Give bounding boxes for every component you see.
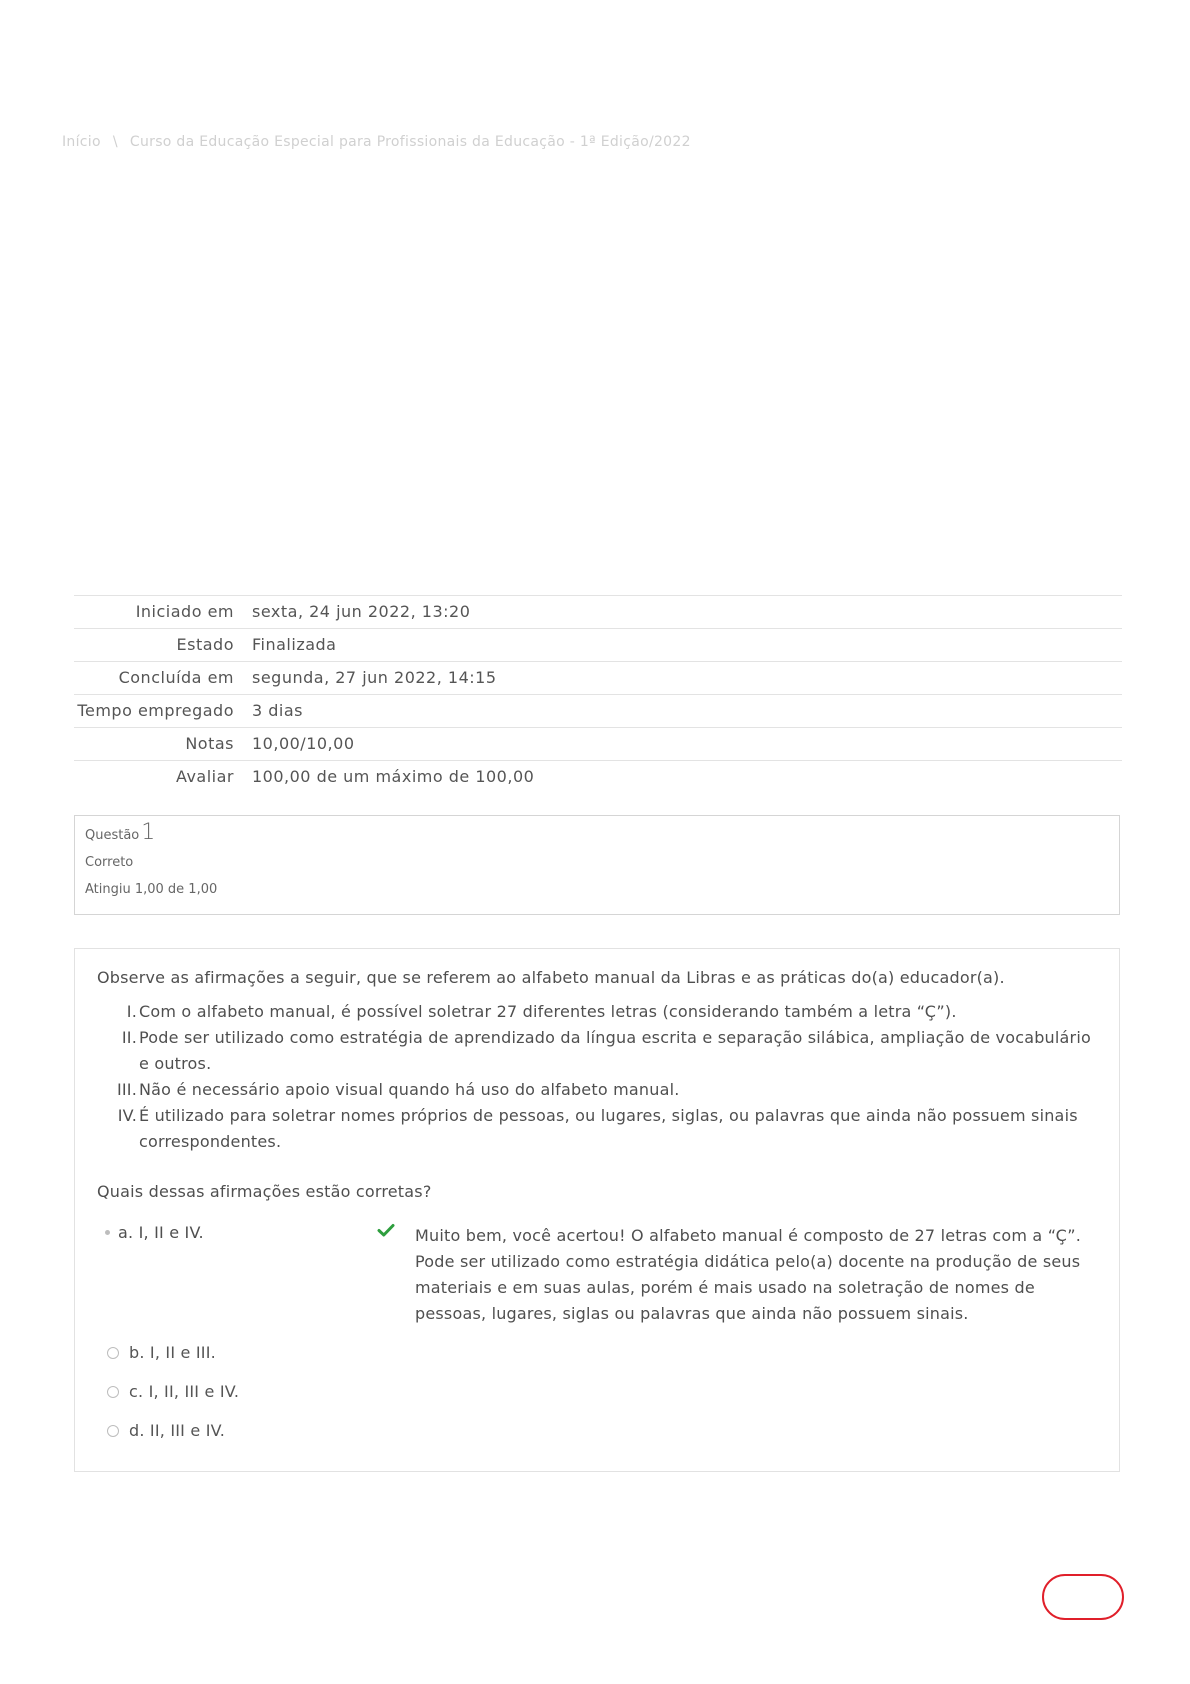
- summary-value: segunda, 27 jun 2022, 14:15: [252, 668, 497, 687]
- summary-row: [74, 596, 1122, 629]
- answer-option-b[interactable]: [107, 1343, 216, 1362]
- statement-number: II.: [121, 1028, 137, 1047]
- summary-label: Estado: [176, 635, 234, 654]
- statement-text: Não é necessário apoio visual quando há uso do alfabeto manual.: [139, 1080, 680, 1099]
- statement-number: IV.: [117, 1106, 137, 1125]
- radio-icon[interactable]: [107, 1386, 119, 1398]
- statement-number: III.: [116, 1080, 137, 1099]
- summary-value: 3 dias: [252, 701, 304, 720]
- question-content-box: [74, 948, 1120, 1472]
- question-grade: Atingiu 1,00 de 1,00: [85, 882, 218, 897]
- summary-row: [74, 761, 1122, 794]
- answer-option-d[interactable]: [107, 1421, 225, 1440]
- summary-row: [74, 662, 1122, 695]
- radio-icon[interactable]: [107, 1347, 119, 1359]
- breadcrumb-separator: \: [112, 134, 118, 150]
- summary-label: Avaliar: [175, 767, 234, 786]
- answer-option-a-label: a. I, II e IV.: [118, 1223, 204, 1242]
- answer-feedback: Muito bem, você acertou! O alfabeto manual é composto de 27 letras com a “Ç”. Pode ser utilizado como estratégia didática pelo(a) docente na produção de seus materiais e em suas aulas, porém é mais usado na soletração de nomes de pessoas, lugares, siglas ou palavras que ainda não possuem sinais.: [415, 1226, 1082, 1323]
- statement-item: [126, 999, 1097, 1025]
- answer-option-b-label: b. I, II e III.: [129, 1343, 216, 1362]
- breadcrumb-course-link[interactable]: Curso da Educação Especial para Profissionais da Educação - 1ª Edição/2022: [129, 134, 691, 150]
- summary-label: Concluída em: [118, 668, 234, 687]
- statement-item: [121, 1025, 1097, 1077]
- answer-option-c-label: c. I, II, III e IV.: [129, 1382, 240, 1401]
- statement-item: [116, 1077, 1097, 1103]
- statement-text: Pode ser utilizado como estratégia de aprendizado da língua escrita e separação silábica, ampliação de vocabulário e outros.: [139, 1028, 1091, 1073]
- breadcrumb-home-link[interactable]: Início: [62, 134, 101, 150]
- summary-value: 100,00 de um máximo de 100,00: [252, 767, 535, 786]
- summary-value: Finalizada: [252, 635, 337, 654]
- answer-option-d-label: d. II, III e IV.: [129, 1421, 225, 1440]
- question-prompt: Quais dessas afirmações estão corretas?: [97, 1182, 432, 1201]
- summary-label: Notas: [185, 734, 234, 753]
- summary-label: Tempo empregado: [77, 701, 234, 720]
- breadcrumb: [62, 134, 691, 150]
- check-icon: [377, 1221, 395, 1239]
- summary-row: [74, 629, 1122, 662]
- question-number-value: 1: [141, 820, 156, 845]
- summary-value: 10,00/10,00: [252, 734, 355, 753]
- selected-bullet-icon: [105, 1230, 110, 1235]
- summary-row: [74, 695, 1122, 728]
- attempt-summary-table: [74, 595, 1122, 793]
- radio-icon[interactable]: [107, 1425, 119, 1437]
- summary-label: Iniciado em: [135, 602, 234, 621]
- question-info-box: [74, 815, 1120, 915]
- question-text: [97, 965, 1097, 1205]
- question-status: Correto: [85, 855, 134, 870]
- answer-option-a[interactable]: [105, 1223, 204, 1242]
- statement-text: Com o alfabeto manual, é possível soletrar 27 diferentes letras (considerando também a letra “Ç”).: [139, 1002, 957, 1021]
- answer-option-c[interactable]: [107, 1382, 239, 1401]
- statement-text: É utilizado para soletrar nomes próprios de pessoas, ou lugares, siglas, ou palavras que ainda não possuem sinais correspondentes.: [139, 1106, 1078, 1151]
- question-number: [85, 820, 1109, 845]
- summary-row: [74, 728, 1122, 761]
- statement-list: [97, 999, 1097, 1155]
- question-intro: Observe as afirmações a seguir, que se referem ao alfabeto manual da Libras e as práticas do(a) educador(a).: [97, 968, 1005, 987]
- summary-value: sexta, 24 jun 2022, 13:20: [252, 602, 471, 621]
- statement-item: [117, 1103, 1097, 1155]
- floating-action-button[interactable]: [1042, 1574, 1124, 1620]
- statement-number: I.: [126, 1002, 137, 1021]
- question-label: Questão: [85, 828, 140, 843]
